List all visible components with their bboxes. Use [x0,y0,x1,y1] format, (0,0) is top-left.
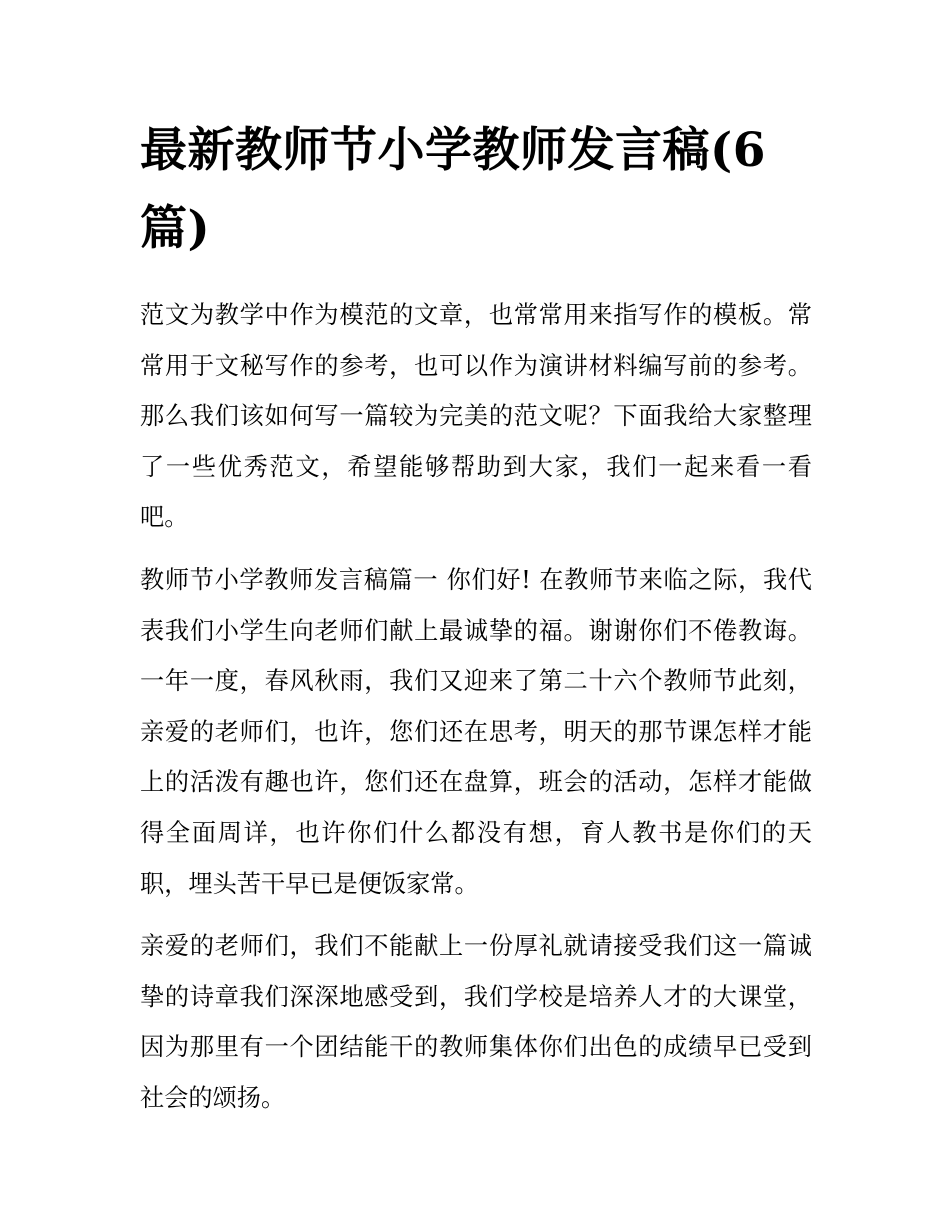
paragraph-speech-1: 教师节小学教师发言稿篇一 你们好! 在教师节来临之际，我代表我们小学生向老师们献上最诚挚的福。谢谢你们不倦教诲。一年一度，春风秋雨，我们又迎来了第二十六个教师节此刻，亲爱的老师们，也许，您们还在思考，明天的那节课怎样才能上的活泼有趣也许，您们还在盘算，班会的活动，怎样才能做得全面周详，也许你们什么都没有想，育人教书是你们的天职，埋头苦干早已是便饭家常。 [140,565,812,898]
paragraph-speech-2: 亲爱的老师们，我们不能献上一份厚礼就请接受我们这一篇诚挚的诗章我们深深地感受到，我们学校是培养人才的大课堂，因为那里有一个团结能干的教师集体你们出色的成绩早已受到社会的颂扬。 [140,932,812,1112]
document-page [140,112,812,1124]
paragraph-intro: 范文为教学中作为模范的文章，也常常用来指写作的模板。常常用于文秘写作的参考，也可以作为演讲材料编写前的参考。那么我们该如何写一篇较为完美的范文呢？下面我给大家整理了一些优秀范文，希望能够帮助到大家，我们一起来看一看吧。 [140,301,812,532]
document-title: 最新教师节小学教师发言稿(6篇) [140,123,766,256]
